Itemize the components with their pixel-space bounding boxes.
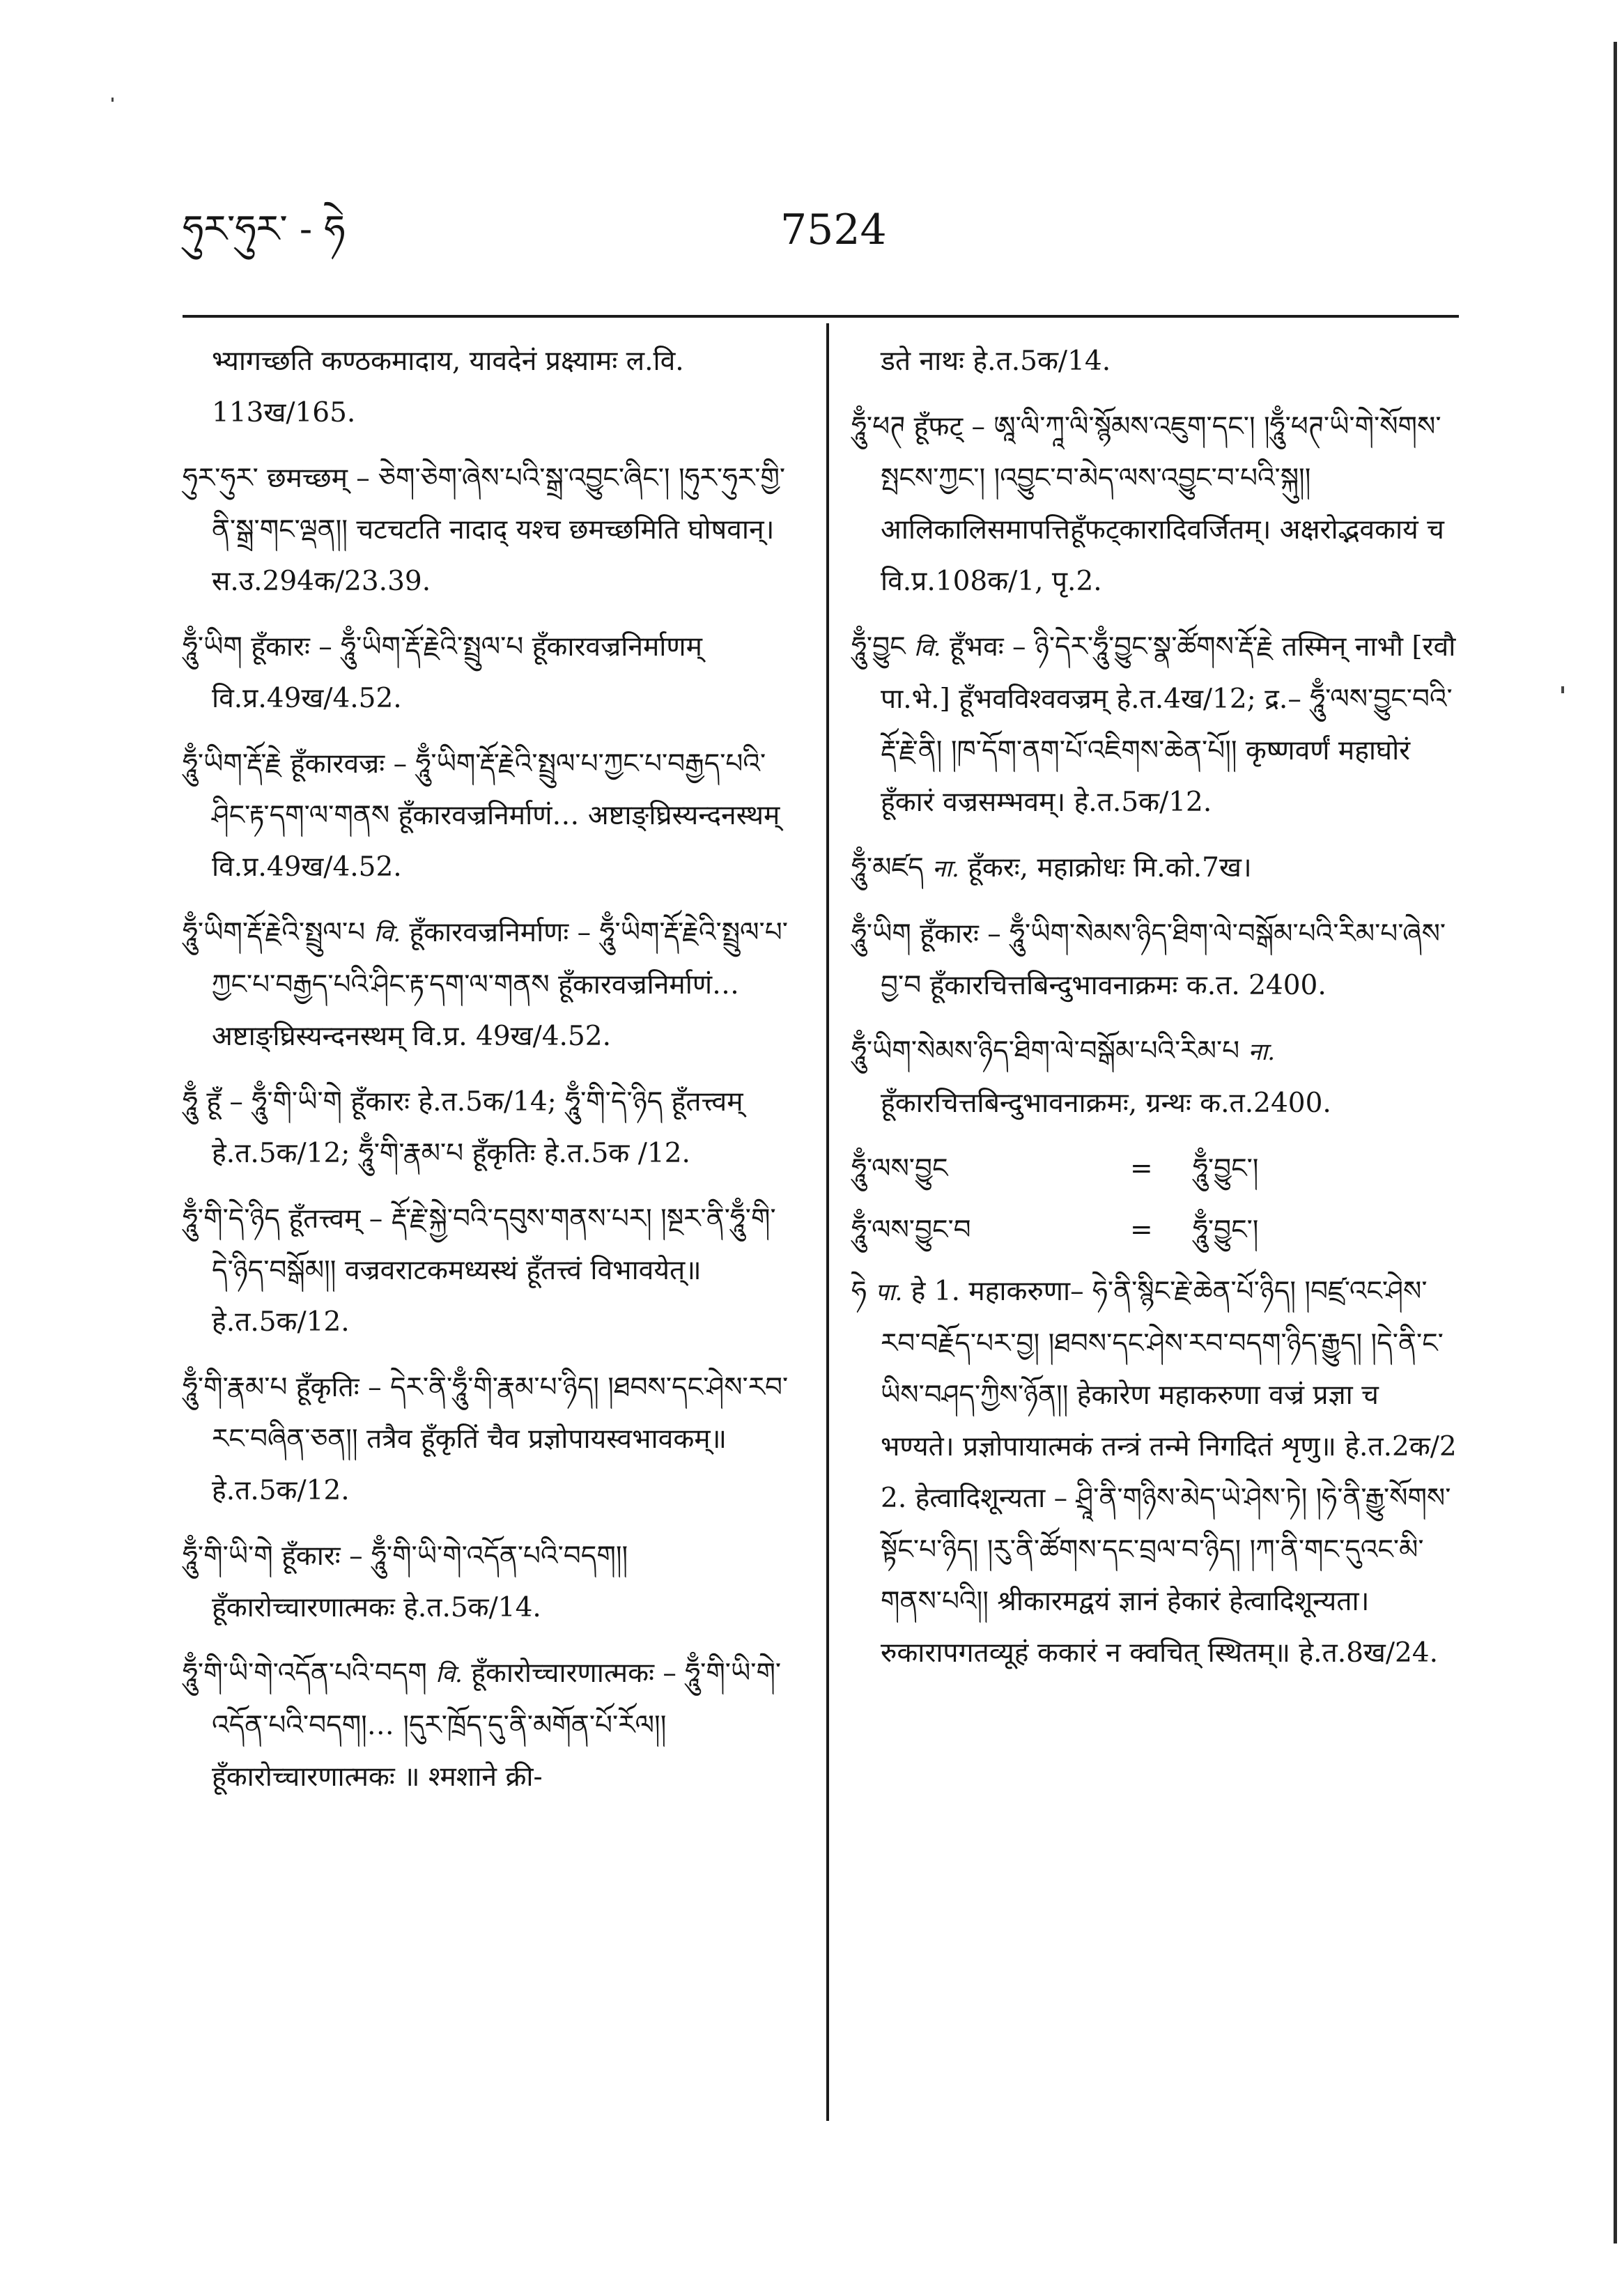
entry-text: हूँफट् – ཨཱ་ལི་ཀཱ་ལི་སྙོམས་འཇུག་དང་། །ཧཱུྃ་ཕཊ་ཡི་གེ་སོགས་སྤངས་ཀྱང་། །འབྱུང་བ་མེད་ལས་འབྱུང་བ་པའི་སྐུ།། आलिकालिसमापत्तिहूँफट्कारादिवर्जितम्। अक्षरोद्भवकायं च वि.प्र.108क/1, पृ.2. — [881, 411, 1444, 597]
entry-text: हूँकारः – ཧཱུྃ་གི་ཡི་གེ་འདོན་པའི་བདག།། हूँकारोच्चारणात्मकः हे.त.5क/14. — [212, 1540, 628, 1623]
dictionary-entry — [851, 336, 1459, 387]
header-rule — [183, 315, 1459, 318]
grammar-tag: वि. — [914, 634, 941, 662]
entry-text: हूँकारचित्तबिन्दुभावनाक्रमः, ग्रन्थः क.त.2400. — [881, 1088, 1331, 1119]
page-number: 7524 — [780, 206, 887, 254]
dictionary-entry — [851, 621, 1459, 828]
entry-text: हे 1. महाकरुणा– ཧེ་ནི་སྙིང་རྗེ་ཆེན་པོ་ཉིད། །བཛྲ་འང་ཤེས་རབ་བརྗོད་པར་བྱ། །ཐབས་དང་ཤེས་རབ་བདག་ཉིད་རྒྱུད། །དེ་ནི་ང་ཡིས་བཤད་ཀྱིས་ཉོན།། हेकारेण महाकरुणा वज्रं प्रज्ञा च भण्यते। प्रज्ञोपायात्मकं तन्त्रं तन्मे निगदितं शृणु॥ हे.त.2क/2 2. हेत्वादिशून्यता – ཤྲཱི་ནི་གཉིས་མེད་ཡེ་ཤེས་ཏེ། །ཧེ་ནི་རྒྱུ་སོགས་སྟོང་པ་ཉིད། །རུ་ནི་ཚོགས་དང་བྲལ་བ་ཉིད། །ཀ་ནི་གང་དུའང་མི་གནས་པའི།། श्रीकारमद्वयं ज्ञानं हेकारं हेत्वादिशून्यता। रुकारापगतव्यूहं ककारं न क्वचित् स्थितम्॥ हे.त.8ख/24. — [881, 1276, 1457, 1669]
entry-headword: ཧཱུྃ་ལས་བྱུང་བ — [851, 1214, 971, 1246]
dictionary-entry — [183, 739, 796, 893]
entry-text: हूँ – ཧཱུྃ་གི་ཡི་གེ हूँकारः हे.त.5क/14; ཧཱུྃ་གི་དེ་ཉིད हूँतत्त्वम् हे.त.5क/12; ཧཱུྃ་གི་རྣམ་པ हूँकृतिः हे.त.5क /12. — [206, 1086, 743, 1169]
left-column — [183, 336, 796, 1817]
entry-text: हूँकरः, महाक्रोधः मि.को.7ख। — [968, 852, 1252, 883]
entry-headword: ཧཱུྃ་ལས་བྱུང — [851, 1153, 948, 1184]
grammar-tag: वि. — [373, 920, 401, 948]
dictionary-entry — [183, 1362, 796, 1517]
entry-headword: ཧཱུྃ་ཡིག་སེམས་ཉིད་ཐིག་ལེ་བསྒོམ་པའི་རིམ་པ — [851, 1035, 1240, 1067]
dictionary-entry — [183, 1531, 796, 1634]
right-column — [851, 336, 1459, 1693]
scan-speck — [111, 98, 114, 102]
equals-sign: = — [1130, 1153, 1153, 1184]
entry-headword: ཧུར་ཧུར་ — [183, 463, 258, 494]
dictionary-entry — [183, 1194, 796, 1348]
dictionary-entry — [851, 1026, 1459, 1129]
entry-text: हूँकृतिः – དེར་ནི་ཧཱུྃ་གི་རྣམ་པ་ཉིད། །ཐབས་དང་ཤེས་རབ་རང་བཞིན་ཅན།། तत्रैव हूँकृतिं चैव प्रज्ञोपायस्वभावकम्॥ हे.त.5क/12. — [212, 1372, 789, 1506]
dictionary-entry — [183, 621, 796, 725]
column-divider — [826, 323, 829, 2121]
cross-reference-entry — [851, 1205, 1459, 1256]
dictionary-entry — [851, 401, 1459, 608]
entry-text: हूँकारोच्चारणात्मकः – ཧཱུྃ་གི་ཡི་གེ་འདོན་པའི་བདག།… །དུར་ཁྲོད་དུ་ནི་མགོན་པོ་རོལ།། हूँकारोच्चारणात्मकः ॥ श्मशाने क्री- — [212, 1658, 782, 1793]
scan-edge-line — [1614, 42, 1617, 2243]
entry-text: डते नाथः हे.त.5क/14. — [881, 346, 1111, 377]
entry-headword: ཧཱུྃ་ཕཊ — [851, 411, 906, 442]
entry-headword: ཧཱུྃ་གི་རྣམ་པ — [183, 1372, 288, 1403]
cross-reference: ཧཱུྃ་བྱུང་། — [1193, 1214, 1259, 1246]
entry-text: भ्यागच्छति कण्ठकमादाय, यावदेनं प्रक्ष्यामः ल.वि. 113ख/165. — [212, 346, 684, 428]
entry-headword: ཧཱུྃ་ཡིག་རྡོ་རྗེ — [183, 748, 282, 780]
entry-headword: ཧཱུྃ་ཡིག — [851, 918, 911, 950]
dictionary-entry — [183, 1076, 796, 1180]
entry-text: हूँकारः – ཧཱུྃ་ཡིག་རྡོ་རྗེའི་སྤྲུལ་པ हूँकारवज्रनिर्माणम् वि.प्र.49ख/4.52. — [212, 631, 702, 714]
dictionary-entry — [851, 842, 1459, 895]
header-headword-range: ཧུར་ཧུར་ - ཧེ — [183, 207, 346, 251]
cross-reference-entry — [851, 1143, 1459, 1195]
entry-headword: ཧཱུྃ་གི་ཡི་གེ་འདོན་པའི་བདག — [183, 1658, 427, 1689]
scan-speck — [1561, 686, 1564, 693]
grammar-tag: ना. — [932, 855, 959, 883]
dictionary-entry — [183, 907, 796, 1063]
entry-text: हूँतत्त्वम् – རྡོ་རྗེ་སྐྱེ་བའི་དབུས་གནས་པར། །སྔར་ནི་ཧཱུྃ་གི་དེ་ཉིད་བསྒོམ།། वज्रवराटकमध्यस्थं हूँतत्त्वं विभावयेत्॥ हे.त.5क/12. — [212, 1203, 776, 1338]
entry-headword: ཧཱུྃ་ཡིག་རྡོ་རྗེའི་སྤྲུལ་པ — [183, 917, 366, 948]
entry-headword: ཧཱུྃ — [183, 1086, 198, 1118]
dictionary-entry — [851, 1266, 1459, 1679]
entry-headword: ཧཱུྃ་གི་ཡི་གེ — [183, 1540, 273, 1572]
entry-text: छमच्छम् – ཅེག་ཅེག་ཞེས་པའི་སྒྲ་འབྱུང་ཞིང་། །ཧུར་ཧུར་གྱི་ནི་སྒྲ་གང་ལྡན།། चटचटति नादाद् यश्च छमच्छमिति घोषवान्। स.उ.294क/23.39. — [212, 463, 786, 597]
entry-headword: ཧཱུྃ་མཛད — [851, 852, 924, 883]
dictionary-entry — [851, 909, 1459, 1012]
entry-headword: ཧཱུྃ་བྱུང — [851, 631, 906, 663]
grammar-tag: वि. — [435, 1660, 463, 1688]
cross-reference: ཧཱུྃ་བྱུང་། — [1193, 1153, 1259, 1184]
entry-text: हूँकारवज्रनिर्माणः – ཧཱུྃ་ཡིག་རྡོ་རྗེའི་སྤྲུལ་པ་ཀྱང་པ་བརྒྱད་པའི་ཤིང་རྟ་དག་ལ་གནས हूँकारवज्रनिर्माणं… अष्टाङ्घ्रिस्यन्दनस्थम् वि.प्र. 49ख/4.52. — [212, 917, 788, 1052]
equals-sign: = — [1130, 1214, 1153, 1246]
dictionary-entry — [183, 1648, 796, 1803]
entry-headword: ཧེ — [851, 1276, 867, 1307]
entry-headword: ཧཱུྃ་གི་དེ་ཉིད — [183, 1203, 280, 1235]
entry-headword: ཧཱུྃ་ཡིག — [183, 631, 242, 663]
entry-text: हूँभवः – ཉི་དེར་ཧཱུྃ་བྱུང་སྣ་ཚོགས་རྡོ་རྗེ तस्मिन् नाभौ [रवौ पा.भे.] हूँभवविश्ववज्रम् हे.त.4ख/12; द्र.– ཧཱུྃ་ལས་བྱུང་བའི་རྡོ་རྗེ་ནི། །ཁ་དོག་ནག་པོ་འཇིགས་ཆེན་པོ།། कृष्णवर्णं महाघोरं हूँकारं वज्रसम्भवम्। हे.त.5क/12. — [881, 631, 1456, 818]
dictionary-entry — [183, 453, 796, 608]
dictionary-entry — [183, 336, 796, 439]
entry-text: हूँकारवज्रः – ཧཱུྃ་ཡིག་རྡོ་རྗེའི་སྤྲུལ་པ་ཀྱང་པ་བརྒྱད་པའི་ཤིང་རྟ་དག་ལ་གནས हूँकारवज्रनिर्माणं… अष्टाङ्घ्रिस्यन्दनस्थम् वि.प्र.49ख/4.52. — [212, 748, 780, 883]
entry-text: हूँकारः – ཧཱུྃ་ཡིག་སེམས་ཉིད་ཐིག་ལེ་བསྒོམ་པའི་རིམ་པ་ཞེས་བྱ་བ हूँकारचित्तबिन्दुभावनाक्रमः क.त. 2400. — [881, 918, 1446, 1001]
grammar-tag: ना. — [1248, 1038, 1276, 1066]
grammar-tag: पा. — [875, 1279, 903, 1306]
